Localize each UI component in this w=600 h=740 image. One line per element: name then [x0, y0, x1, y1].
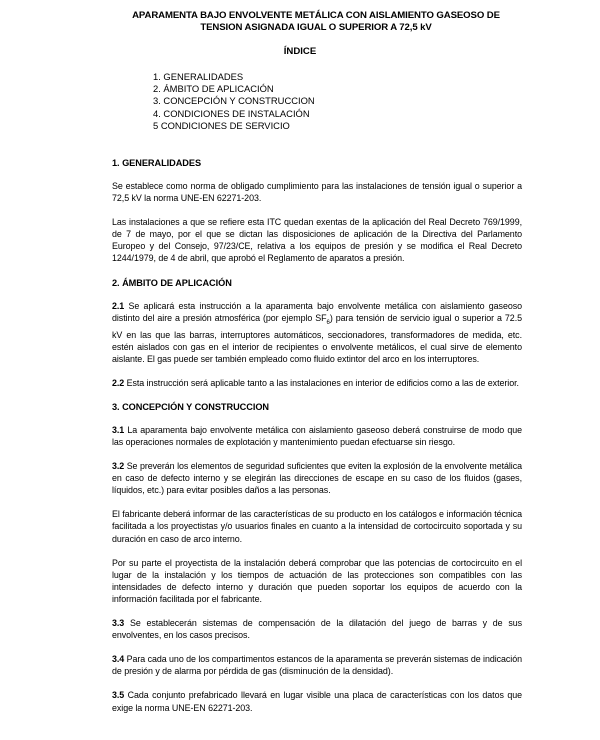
- paragraph: [112, 460, 522, 496]
- paragraph-text: Se preverán los elementos de seguridad suficientes que eviten la explosión de la envolvente metálica en caso de defecto interno y se elegirán las direcciones de escape en su caso de los fluidos (gases, líquidos, etc.) para evitar posibles daños a las personas.: [112, 461, 522, 496]
- paragraph: [112, 300, 522, 365]
- clause-number: 3.4: [112, 654, 125, 665]
- document-title: APARAMENTA BAJO ENVOLVENTE METÁLICA CON AISLAMIENTO GASEOSO DE TENSION ASIGNADA IGUAL O SUPERIOR A 72,5 kV: [132, 10, 500, 33]
- clause-number: 3.3: [112, 618, 125, 629]
- toc-item: 1. GENERALIDADES: [153, 71, 244, 82]
- clause-number: 3.2: [112, 461, 125, 472]
- paragraph-text: ) para tensión de servicio igual o superior a 72.5 kV en las que las barras, interruptores automáticos, seccionadores, transformadores de medida, etc. estén aislados con gas en el interior de recipientes o envolvente metálicos, el cual sirve de elemento aislante. El gas puede ser también empleado como fluido extintor del arco en los interruptores.: [112, 312, 522, 364]
- clause-number: 2.1: [112, 300, 125, 311]
- toc-item: 2. ÁMBITO DE APLICACIÓN: [153, 83, 274, 95]
- paragraph: Por su parte el proyectista de la instalación deberá comprobar que las potencias de cortocircuito en el lugar de la instalación y los tiempos de actuación de las protecciones son compatibles con las intensidades de defecto interno y duración que pueden soportar los equipos de acuerdo con la información facilitada por el fabricante.: [112, 557, 522, 604]
- paragraph: [112, 653, 522, 677]
- section-heading-generalidades: 1. GENERALIDADES: [112, 158, 202, 168]
- toc-item: 4. CONDICIONES DE INSTALACIÓN: [153, 107, 310, 119]
- subscript: 6: [326, 319, 330, 326]
- toc-item: 3. CONCEPCIÓN Y CONSTRUCCION: [153, 95, 315, 107]
- paragraph: Las instalaciones a que se refiere esta ITC quedan exentas de la aplicación del Real Decreto 769/1999, de 7 de mayo, por el que se dictan las disposiciones de aplicación de la Directiva del Parlamento Europeo y del Consejo, 97/23/CE, relativa a los equipos de presión y se modifica el Real Decreto 1244/1979, de 4 de abril, que aprobó el Reglamento de aparatos a presión.: [112, 217, 522, 264]
- paragraph-text: Se aplicará esta instrucción a la aparamenta bajo envolvente metálica con aislamiento gaseoso distinto del aire a presión atmosférica (por ejemplo SF: [112, 300, 522, 323]
- paragraph: [112, 689, 522, 713]
- paragraph-text: Esta instrucción será aplicable tanto a las instalaciones en interior de edificios como a las de exterior.: [124, 377, 519, 388]
- paragraph: [112, 617, 522, 641]
- paragraph-text: Cada conjunto prefabricado llevará en lugar visible una placa de características con los datos que exige la norma UNE-EN 62271-203.: [112, 690, 522, 713]
- clause-number: 2.2: [112, 377, 125, 388]
- paragraph: [112, 377, 522, 389]
- paragraph: El fabricante deberá informar de las características de su producto en los catálogos e información técnica facilitada a los proyectistas y/o usuarios finales en cuanto a la intensidad de cortocircuito soportada y su duración en caso de arco interno.: [112, 509, 522, 544]
- clause-number: 3.1: [112, 424, 125, 435]
- clause-number: 3.5: [112, 690, 125, 701]
- paragraph-text: Se establecerán sistemas de compensación de la dilatación del juego de barras y de sus envolventes, en los casos precisos.: [112, 618, 522, 641]
- paragraph: Se establece como norma de obligado cumplimiento para las instalaciones de tensión igual o superior a 72,5 kV la norma UNE-EN 62271-203.: [112, 181, 522, 204]
- index-heading: ÍNDICE: [283, 46, 317, 57]
- toc-item: 5 CONDICIONES DE SERVICIO: [153, 119, 290, 131]
- paragraph-text: La aparamenta bajo envolvente metálica con aislamiento gaseoso deberá construirse de modo que las operaciones normales de explotación y mantenimiento puedan efectuarse sin riesgo.: [112, 424, 522, 447]
- table-of-contents: [153, 71, 315, 132]
- section-heading-concepcion: 3. CONCEPCIÓN Y CONSTRUCCION: [112, 401, 270, 412]
- paragraph-text: Para cada uno de los compartimentos estancos de la aparamenta se preverán sistemas de indicación de presión y de alarma por pérdida de gas (disminución de la densidad).: [112, 654, 522, 677]
- paragraph: [112, 424, 522, 448]
- document-body: [112, 157, 522, 726]
- section-heading-ambito: 2. ÁMBITO DE APLICACIÓN: [112, 277, 232, 288]
- margin-scan-mark: [594, 598, 596, 658]
